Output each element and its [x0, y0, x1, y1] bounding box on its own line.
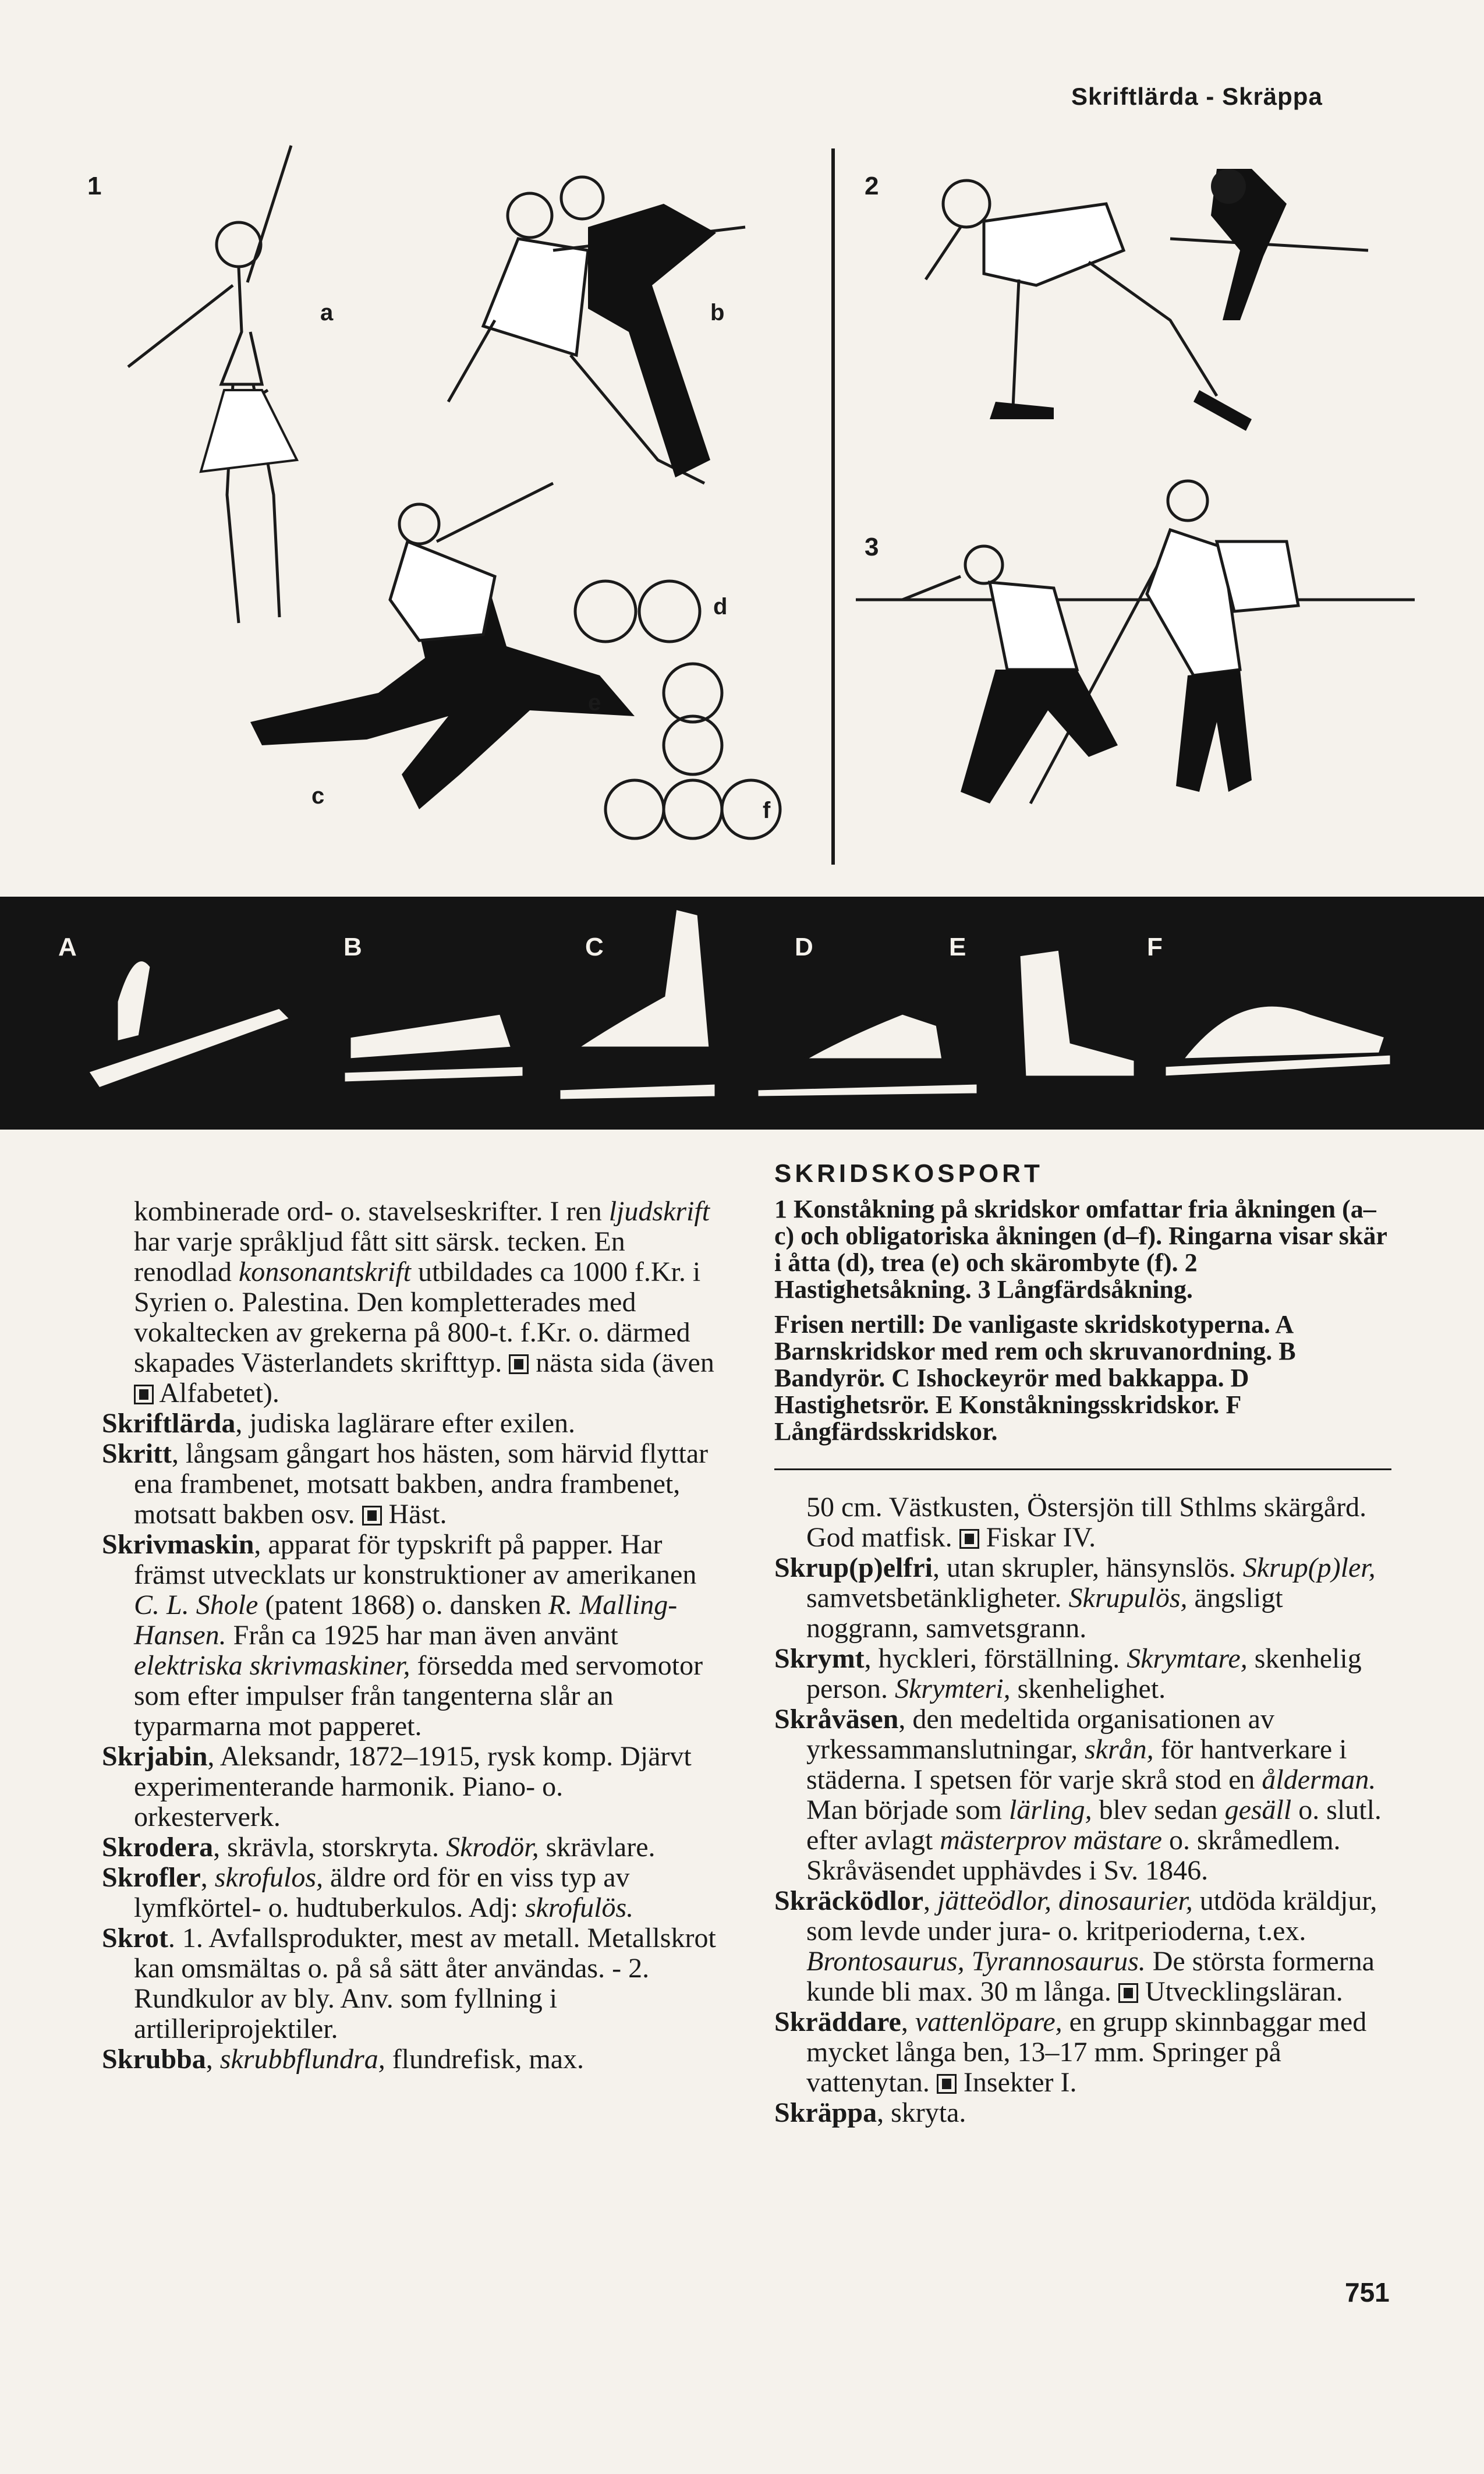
- label-a: a: [320, 300, 334, 325]
- fish-continuation: [774, 1492, 1391, 1553]
- entry-text: Från ca 1925 har man även använt: [226, 1620, 618, 1651]
- dictionary-entry: [102, 1408, 716, 1439]
- entry-text: skrubbflundra,: [219, 2044, 385, 2075]
- label-d: d: [713, 594, 728, 620]
- dictionary-entry: [102, 1832, 716, 1863]
- entry-text: Brontosaurus, Tyrannosaurus.: [806, 1946, 1146, 1977]
- entry-headword: Skräcködlor: [774, 1885, 924, 1916]
- entry-text: . 1. Avfallsprodukter, mest av metall. Metallskrot kan omsmältas o. på så sätt åter användas. - 2. Rundkulor av bly. Anv. som fyllning i artilleriprojektiler.: [134, 1923, 716, 2044]
- dictionary-entry: [774, 2007, 1391, 2098]
- entry-text: försedda med servomotor som efter impulser från tangenterna slår an typarmarna mot papperet.: [134, 1650, 703, 1742]
- entry-headword: Skräddare: [774, 2006, 901, 2037]
- frieze-label-d: D: [795, 933, 813, 961]
- entry-text: samvetsbetänkligheter.: [806, 1583, 1069, 1613]
- caption-paragraph-1: 1 Konståkning på skridskor omfattar fria åkningen (a–c) och obligatoriska åkningen (d–f). Ringarna visar skär i åtta (d), trea (e) och skärombyte (f). 2 Hastighetsåkning. 3 Långfärdsåkning.: [774, 1195, 1387, 1304]
- entry-text: Insekter I.: [956, 2067, 1077, 2098]
- reference-symbol-icon: [959, 1529, 979, 1549]
- caption-paragraph-2: Frisen nertill: De vanligaste skridskotyperna. A Barnskridskor med rem och skruvanordning. B Bandyrör. C Ishockeyrör med bakkappa. D Hastighetsrör. E Konståkningsskridskor. F Långfärdsskridskor.: [774, 1310, 1296, 1446]
- frieze-label-c: C: [585, 933, 604, 961]
- label-f: f: [763, 798, 771, 823]
- dictionary-entry: [774, 1644, 1391, 1704]
- dictionary-entry: [102, 1439, 716, 1530]
- dictionary-entry: [774, 1886, 1391, 2007]
- entry-headword: Skrymt: [774, 1643, 865, 1674]
- dictionary-entry: [102, 1742, 716, 1832]
- reference-symbol-icon: [937, 2074, 957, 2094]
- caption-title: SKRIDSKOSPORT: [774, 1159, 1043, 1188]
- entry-text: blev sedan: [1092, 1795, 1225, 1825]
- entry-text: ängsligt noggrann, samvetsgrann.: [806, 1583, 1283, 1644]
- entry-text: äldre ord för en viss typ av lymfkörtel- o. hudtuberkulos. Adj:: [134, 1862, 630, 1923]
- entry-text: har varje språkljud fått sitt särsk. tecken. En renodlad: [134, 1226, 625, 1287]
- entry-text: ,: [206, 2044, 220, 2075]
- entry-text: skenhelighet.: [1010, 1673, 1166, 1704]
- entry-headword: Skrot: [102, 1923, 168, 1953]
- illustration-divider: [831, 148, 835, 865]
- right-text-column: [774, 1159, 1391, 2128]
- reference-symbol-icon: [1118, 1983, 1138, 2003]
- fish-continuation-text: 50 cm. Västkusten, Östersjön till Sthlms skärgård. God matfisk.: [806, 1492, 1367, 1553]
- entry-text: , judiska laglärare efter exilen.: [235, 1408, 576, 1439]
- entry-headword: Skrup(p)elfri: [774, 1552, 933, 1583]
- running-header: Skriftlärda - Skräppa: [1071, 83, 1323, 110]
- entry-text: o. slutl. efter avlagt: [806, 1795, 1382, 1856]
- frieze-label-b: B: [343, 933, 362, 961]
- illustration-panel-2: [844, 134, 1426, 483]
- entry-text: Skrup(p)ler,: [1242, 1552, 1376, 1583]
- touring-skaters-illustration: [844, 477, 1426, 873]
- entry-text: (patent 1868) o. dansken: [258, 1590, 548, 1620]
- entry-text: Häst.: [381, 1499, 447, 1530]
- panel-number-2: 2: [865, 172, 879, 200]
- entry-text: nästa sida (även: [529, 1347, 714, 1378]
- entry-headword: Skrjabin: [102, 1741, 208, 1772]
- entry-text: Man började som: [806, 1795, 1009, 1825]
- entry-text: ljudskrift: [608, 1196, 710, 1227]
- entry-text: elektriska skrivmaskiner,: [134, 1650, 410, 1681]
- panel-number-1: 1: [87, 172, 102, 200]
- left-entries: [102, 1408, 716, 2075]
- continuation-paragraph: [102, 1197, 716, 1408]
- entry-headword: Skrodera: [102, 1832, 214, 1863]
- entry-text: skrofulos,: [214, 1862, 323, 1893]
- entry-text: ,: [923, 1885, 938, 1916]
- entry-text: De största formerna kunde bli max. 30 m långa.: [806, 1946, 1375, 2007]
- right-entries: [774, 1553, 1391, 2128]
- illustration-panel-1: [76, 134, 821, 885]
- entry-text: gesäll: [1224, 1795, 1292, 1825]
- entry-text: Skrupulös,: [1068, 1583, 1188, 1613]
- entry-text: ålderman.: [1262, 1764, 1376, 1795]
- dictionary-entry: [774, 1704, 1391, 1886]
- figure-skaters-illustration: [76, 134, 821, 885]
- caption-rule: [774, 1468, 1391, 1470]
- entry-text: Skrodör,: [446, 1832, 539, 1863]
- skate-types-illustration: [0, 897, 1484, 1130]
- label-b: b: [710, 300, 725, 325]
- entry-text: , den medeltida organisationen av yrkessammanslutningar,: [806, 1704, 1274, 1765]
- entry-text: jätteödlor, dinosaurier,: [937, 1885, 1193, 1916]
- entry-text: R. Malling-Hansen.: [134, 1590, 678, 1651]
- entry-headword: Skrivmaskin: [102, 1529, 254, 1560]
- entry-text: en grupp skinnbaggar med mycket långa ben, 13–17 mm. Springer på vattenytan.: [806, 2006, 1367, 2098]
- entry-text: , skryta.: [877, 2097, 966, 2128]
- dictionary-entry: [102, 1923, 716, 2044]
- entry-text: konsonantskrift: [238, 1257, 411, 1287]
- dictionary-entry: [774, 2098, 1391, 2128]
- entry-headword: Skråväsen: [774, 1704, 899, 1735]
- dictionary-entry: [102, 2044, 716, 2075]
- label-c: c: [311, 783, 325, 809]
- label-e: e: [588, 690, 601, 716]
- entry-text: ,: [901, 2006, 915, 2037]
- entry-text: , skrävla, storskryta.: [213, 1832, 447, 1863]
- frieze-label-a: A: [58, 933, 77, 961]
- speed-skaters-illustration: [844, 134, 1426, 483]
- reference-symbol-icon: [509, 1354, 529, 1374]
- reference-symbol-icon: [362, 1506, 382, 1526]
- entry-text: , Aleksandr, 1872–1915, rysk komp. Djärvt experimenterande harmonik. Piano- o. orkesterverk.: [134, 1741, 692, 1832]
- left-text-column: [102, 1197, 716, 2075]
- entry-text: , utan skrupler, hänsynslös.: [933, 1552, 1243, 1583]
- entry-text: skrävlare.: [539, 1832, 656, 1863]
- entry-headword: Skrubba: [102, 2044, 206, 2075]
- entry-headword: Skräppa: [774, 2097, 877, 2128]
- dictionary-entry: [774, 1553, 1391, 1644]
- skate-types-frieze: [0, 897, 1484, 1130]
- fish-continuation-ref: Fiskar IV.: [986, 1522, 1096, 1553]
- entry-text: utbildades ca 1000 f.Kr. i Syrien o. Palestina. Den kompletterades med vokaltecken av grekerna på 800-t. f.Kr. o. därmed skapades Västerlandets skrifttyp.: [134, 1257, 701, 1378]
- entry-text: skrofulös.: [525, 1892, 634, 1923]
- entry-text: Skrymteri,: [894, 1673, 1011, 1704]
- entry-text: Alfabetet).: [154, 1378, 279, 1408]
- entry-text: o. skråmedlem. Skråväsendet upphävdes i Sv. 1846.: [806, 1825, 1341, 1886]
- entry-text: , hyckleri, förställning.: [864, 1643, 1127, 1674]
- entry-text: , apparat för typskrift på papper. Har främst utvecklats ur konstruktioner av amerikanen: [134, 1529, 697, 1590]
- entry-text: utdöda kräldjur, som levde under jura- o. kritperioderna, t.ex.: [806, 1885, 1377, 1946]
- entry-headword: Skrofler: [102, 1862, 201, 1893]
- dictionary-entry: [102, 1530, 716, 1742]
- entry-text: C. L. Shole: [134, 1590, 258, 1620]
- page-number: 751: [1345, 2277, 1390, 2307]
- entry-text: flundrefisk, max.: [385, 2044, 585, 2075]
- entry-text: mästerprov mästare: [940, 1825, 1162, 1856]
- entry-text: vattenlöpare,: [915, 2006, 1062, 2037]
- entry-text: , långsam gångart hos hästen, som härvid flyttar ena frambenet, motsatt bakben, andra frambenet, motsatt bakben osv.: [134, 1438, 709, 1530]
- dictionary-entry: [102, 1863, 716, 1923]
- entry-text: ,: [200, 1862, 215, 1893]
- entry-headword: Skriftlärda: [102, 1408, 236, 1439]
- entry-text: lärling,: [1008, 1795, 1092, 1825]
- panel-number-3: 3: [865, 533, 879, 561]
- entry-text: för hantverkare i städerna. I spetsen för varje skrå stod en: [806, 1734, 1347, 1795]
- entry-text: skrån,: [1084, 1734, 1154, 1765]
- frieze-label-e: E: [949, 933, 966, 961]
- entry-text: skenhelig person.: [806, 1643, 1362, 1704]
- entry-text: kombinerade ord- o. stavelseskrifter. I ren: [134, 1196, 609, 1227]
- frieze-label-f: F: [1147, 933, 1163, 961]
- entry-headword: Skritt: [102, 1438, 172, 1469]
- reference-symbol-icon: [134, 1385, 154, 1404]
- entry-text: Utvecklingsläran.: [1138, 1976, 1343, 2007]
- illustration-panel-3: [844, 477, 1426, 873]
- entry-text: Skrymtare,: [1127, 1643, 1248, 1674]
